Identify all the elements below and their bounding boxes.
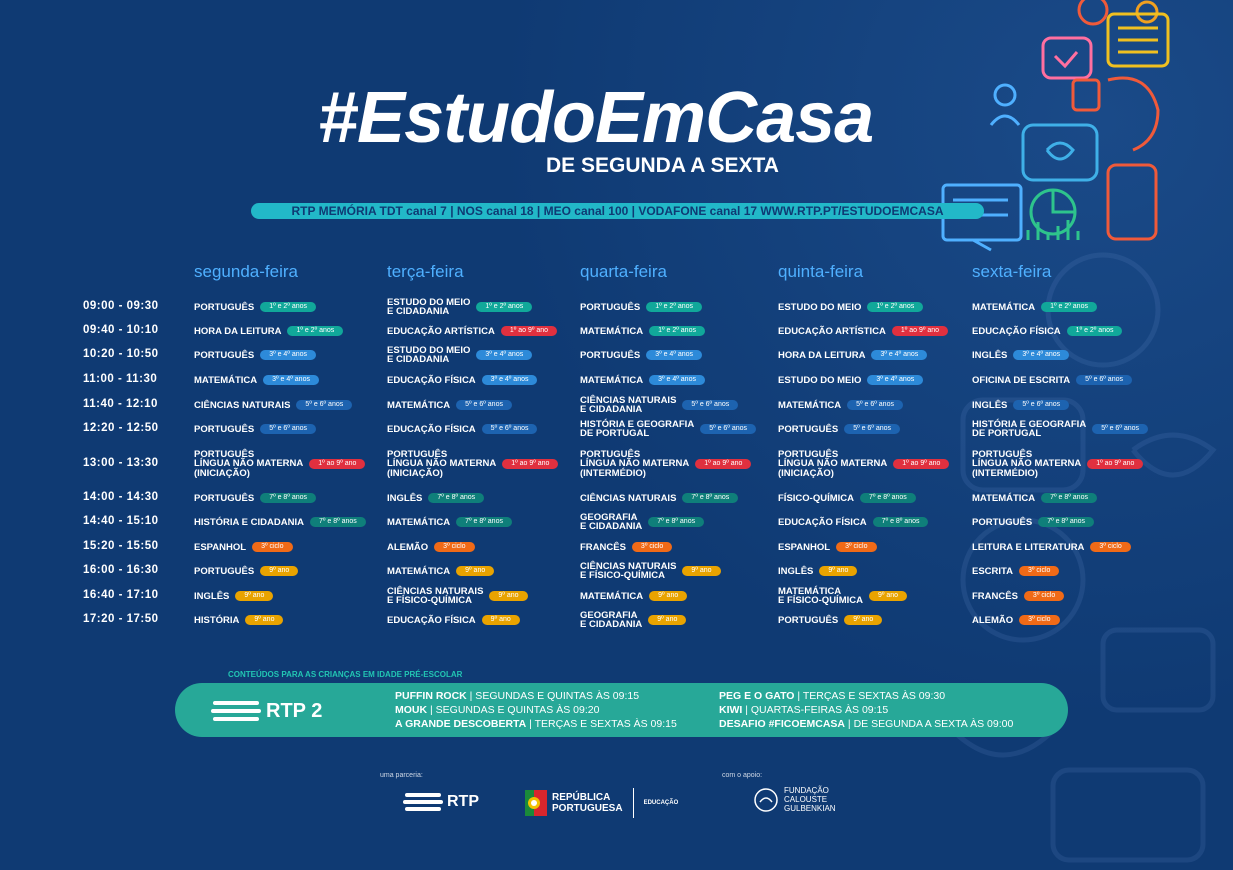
program-schedule: | TERÇAS E SEXTAS ÀS 09:30: [794, 690, 946, 702]
subject-name: EDUCAÇÃO ARTÍSTICA: [387, 325, 495, 337]
fundacao-gulbenkian-logo: [754, 786, 836, 813]
preschool-label: CONTEÚDOS PARA AS CRIANÇAS EM IDADE PRÉ-ESCOLAR: [228, 670, 463, 679]
program-schedule: | SEGUNDAS E QUINTAS ÀS 09:20: [427, 704, 600, 716]
schedule-cell: [194, 400, 352, 410]
grade-badge: 3º e 4º anos: [260, 350, 316, 360]
grade-badge: 7º e 8º anos: [456, 517, 512, 527]
grade-badge: 7º e 8º anos: [682, 493, 738, 503]
subject-name: PORTUGUÊS: [194, 492, 255, 504]
subject-name: FRANCÊS: [580, 541, 626, 553]
grade-badge: 3º e 4º anos: [1013, 350, 1069, 360]
subject-name: CIÊNCIAS NATURAIS E FÍSICO-QUÍMICA: [387, 585, 484, 606]
program-schedule: | TERÇAS E SEXTAS ÀS 09:15: [526, 718, 677, 730]
subject-name: EDUCAÇÃO FÍSICA: [387, 614, 476, 626]
schedule-cell: [194, 450, 365, 479]
schedule-cell: [194, 591, 273, 601]
subject-name: ESTUDO DO MEIO: [778, 374, 862, 386]
schedule-cell: [778, 493, 916, 503]
subject-name: PORTUGUÊS: [194, 423, 255, 435]
channel-info-bar: RTP MEMÓRIA TDT canal 7 | NOS canal 18 | MEO canal 100 | VODAFONE canal 17 WWW.RTP.PT/ESTUDOEMCASA: [251, 203, 984, 219]
grade-badge: 7º e 8º anos: [860, 493, 916, 503]
subject-name: PORTUGUÊS LÍNGUA NÃO MATERNA (INTERMÉDIO): [972, 448, 1082, 479]
subject-name: ESTUDO DO MEIO E CIDADANIA: [387, 344, 471, 365]
subject-name: PORTUGUÊS LÍNGUA NÃO MATERNA (INICIAÇÃO): [194, 448, 304, 479]
schedule-cell: [387, 517, 512, 527]
grade-badge: 3º ciclo: [1019, 615, 1059, 625]
subject-name: MATEMÁTICA: [387, 516, 451, 528]
educacao-label: EDUCAÇÃO: [643, 800, 679, 806]
subject-name: MATEMÁTICA: [580, 325, 644, 337]
schedule-cell: [387, 450, 558, 479]
day-header: segunda-feira: [194, 262, 298, 281]
subject-name: MATEMÁTICA: [972, 492, 1036, 504]
gulbenkian-emblem-icon: [754, 788, 778, 812]
schedule-cell: [778, 517, 928, 527]
schedule-cell: [778, 587, 907, 606]
schedule-cell: [580, 375, 705, 385]
grade-badge: 1º e 2º anos: [287, 326, 343, 336]
subject-name: CIÊNCIAS NATURAIS E CIDADANIA: [580, 394, 677, 415]
subject-name: INGLÊS: [194, 590, 230, 602]
grade-badge: 1º e 2º anos: [260, 302, 316, 312]
grade-badge: 3º ciclo: [632, 542, 672, 552]
schedule-cell: [580, 611, 686, 630]
subject-name: CIÊNCIAS NATURAIS: [194, 399, 291, 411]
rtp-stripes-icon: [403, 792, 443, 812]
grade-badge: 3º ciclo: [1090, 542, 1130, 552]
subject-name: FÍSICO-QUÍMICA: [778, 492, 854, 504]
partnership-label: uma parceria:: [380, 772, 423, 779]
subject-name: ALEMÃO: [387, 541, 429, 553]
grade-badge: 5º e 6º anos: [1076, 375, 1132, 385]
program-name: PEG E O GATO: [719, 690, 795, 702]
subject-name: HISTÓRIA E GEOGRAFIA DE PORTUGAL: [972, 418, 1087, 439]
time-slot: 11:40 - 12:10: [83, 398, 158, 410]
grade-badge: 5º e 6º anos: [1092, 424, 1148, 434]
grade-badge: 7º e 8º anos: [648, 517, 704, 527]
schedule-cell: [580, 302, 702, 312]
schedule-cell: [387, 375, 537, 385]
rtp-stripes-icon: [211, 699, 261, 723]
rtp-logo: [403, 792, 479, 812]
schedule-cell: [778, 615, 882, 625]
schedule-cell: [580, 513, 704, 532]
schedule-cell: [387, 566, 494, 576]
schedule-cell: [580, 591, 687, 601]
day-header: sexta-feira: [972, 262, 1052, 281]
grade-badge: 5º e 6º anos: [296, 400, 352, 410]
subject-name: PORTUGUÊS LÍNGUA NÃO MATERNA (INTERMÉDIO): [580, 448, 690, 479]
schedule-cell: [778, 542, 877, 552]
schedule-cell: [194, 566, 298, 576]
subject-name: ESTUDO DO MEIO E CIDADANIA: [387, 296, 471, 317]
grade-badge: 1º ao 9º ano: [695, 459, 751, 469]
subject-name: PORTUGUÊS LÍNGUA NÃO MATERNA (INICIAÇÃO): [778, 448, 888, 479]
time-slot: 16:40 - 17:10: [83, 589, 159, 601]
subject-name: PORTUGUÊS: [778, 423, 839, 435]
time-slot: 10:20 - 10:50: [83, 348, 159, 360]
subject-name: HORA DA LEITURA: [194, 325, 282, 337]
schedule-cell: [580, 420, 756, 439]
background-doodles: [903, 250, 1233, 870]
subject-name: MATEMÁTICA: [580, 374, 644, 386]
schedule-cell: [580, 542, 672, 552]
grade-badge: 9º ano: [235, 591, 273, 601]
schedule-cell: [972, 450, 1143, 479]
time-slot: 11:00 - 11:30: [83, 373, 158, 385]
schedule-cell: [387, 298, 532, 317]
grade-badge: 1º e 2º anos: [476, 302, 532, 312]
schedule-cell: [387, 400, 512, 410]
subject-name: HORA DA LEITURA: [778, 349, 866, 361]
grade-badge: 7º e 8º anos: [1041, 493, 1097, 503]
time-slot: 17:20 - 17:50: [83, 613, 159, 625]
schedule-cell: [778, 375, 923, 385]
grade-badge: 9º ano: [819, 566, 857, 576]
grade-badge: 3º e 4º anos: [476, 350, 532, 360]
subject-name: LEITURA E LITERATURA: [972, 541, 1085, 553]
schedule-cell: [778, 424, 900, 434]
subject-name: PORTUGUÊS: [778, 614, 839, 626]
grade-badge: 9º ano: [260, 566, 298, 576]
schedule-cell: [972, 542, 1131, 552]
grade-badge: 1º e 2º anos: [1041, 302, 1097, 312]
grade-badge: 7º e 8º anos: [260, 493, 316, 503]
time-slot: 13:00 - 13:30: [83, 457, 159, 469]
schedule-cell: [194, 493, 316, 503]
schedule-cell: [387, 615, 520, 625]
subject-name: INGLÊS: [972, 399, 1008, 411]
program-name: PUFFIN ROCK: [395, 690, 467, 702]
schedule-cell: [194, 326, 343, 336]
subject-name: EDUCAÇÃO FÍSICA: [972, 325, 1061, 337]
subject-name: MATEMÁTICA: [778, 399, 842, 411]
grade-badge: 5º e 6º anos: [844, 424, 900, 434]
rtp2-logo: [211, 699, 322, 723]
grade-badge: 1º ao 9º ano: [1087, 459, 1143, 469]
subject-name: PORTUGUÊS LÍNGUA NÃO MATERNA (INICIAÇÃO): [387, 448, 497, 479]
grade-badge: 3º ciclo: [1019, 566, 1059, 576]
subject-name: ESCRITA: [972, 565, 1013, 577]
subject-name: EDUCAÇÃO FÍSICA: [387, 374, 476, 386]
schedule-cell: [778, 566, 857, 576]
time-slot: 14:40 - 15:10: [83, 515, 159, 527]
grade-badge: 3º ciclo: [434, 542, 474, 552]
subject-name: PORTUGUÊS: [580, 301, 641, 313]
program-item: [719, 717, 1013, 731]
grade-badge: 7º e 8º anos: [310, 517, 366, 527]
campaign-subtitle: DE SEGUNDA A SEXTA: [546, 154, 779, 177]
logo-divider: [633, 788, 634, 818]
time-slot: 16:00 - 16:30: [83, 564, 159, 576]
subject-name: INGLÊS: [972, 349, 1008, 361]
subject-name: OFICINA DE ESCRITA: [972, 374, 1071, 386]
schedule-cell: [972, 591, 1064, 601]
support-label: com o apoio:: [722, 772, 763, 779]
schedule-cell: [972, 302, 1097, 312]
subject-name: EDUCAÇÃO FÍSICA: [387, 423, 476, 435]
program-item: [719, 689, 945, 703]
schedule-cell: [194, 615, 283, 625]
schedule-cell: [778, 326, 948, 336]
day-header: terça-feira: [387, 262, 464, 281]
schedule-cell: [387, 424, 537, 434]
schedule-cell: [580, 450, 751, 479]
schedule-cell: [580, 350, 702, 360]
subject-name: MATEMÁTICA: [387, 565, 451, 577]
grade-badge: 1º ao 9º ano: [502, 459, 558, 469]
campaign-title: #EstudoEmCasa: [318, 78, 874, 158]
subject-name: PORTUGUÊS: [194, 349, 255, 361]
schedule-cell: [972, 566, 1059, 576]
schedule-cell: [972, 375, 1132, 385]
grade-badge: 5º e 6º anos: [456, 400, 512, 410]
subject-name: HISTÓRIA E CIDADANIA: [194, 516, 304, 528]
grade-badge: 5º e 6º anos: [682, 400, 738, 410]
program-name: MOUK: [395, 704, 428, 716]
republica-line2: PORTUGUESA: [552, 803, 623, 814]
program-item: [395, 717, 677, 731]
schedule-cell: [972, 517, 1094, 527]
schedule-cell: [580, 493, 738, 503]
schedule-cell: [387, 587, 528, 606]
grade-badge: 9º ano: [649, 591, 687, 601]
schedule-cell: [194, 542, 293, 552]
schedule-cell: [194, 375, 319, 385]
grade-badge: 5º e 6º anos: [847, 400, 903, 410]
portugal-coat-of-arms-icon: [525, 790, 547, 816]
subject-name: MATEMÁTICA: [972, 301, 1036, 313]
republica-line1: REPÚBLICA: [552, 792, 611, 803]
subject-name: MATEMÁTICA: [194, 374, 258, 386]
subject-name: ESPANHOL: [194, 541, 247, 553]
fundacao-line1: FUNDAÇÃO: [784, 786, 829, 795]
grade-badge: 1º e 2º anos: [1067, 326, 1123, 336]
schedule-cell: [778, 450, 949, 479]
subject-name: PORTUGUÊS: [972, 516, 1033, 528]
rtp2-program-bar: [175, 683, 1068, 737]
grade-badge: 9º ano: [456, 566, 494, 576]
rtp2-logo-text: RTP 2: [266, 699, 323, 722]
grade-badge: 9º ano: [648, 615, 686, 625]
grade-badge: 1º ao 9º ano: [892, 326, 948, 336]
subject-name: HISTÓRIA E GEOGRAFIA DE PORTUGAL: [580, 418, 695, 439]
grade-badge: 3º e 4º anos: [867, 375, 923, 385]
subject-name: ESTUDO DO MEIO: [778, 301, 862, 313]
program-schedule: | QUARTAS-FEIRAS ÀS 09:15: [742, 704, 889, 716]
grade-badge: 5º e 6º anos: [700, 424, 756, 434]
schedule-cell: [972, 420, 1148, 439]
day-header: quinta-feira: [778, 262, 864, 281]
fundacao-line3: GULBENKIAN: [784, 804, 836, 813]
subject-name: HISTÓRIA: [194, 614, 240, 626]
program-schedule: | SEGUNDAS E QUINTAS ÀS 09:15: [466, 690, 640, 702]
grade-badge: 9º ano: [844, 615, 882, 625]
grade-badge: 7º e 8º anos: [428, 493, 484, 503]
subject-name: FRANCÊS: [972, 590, 1018, 602]
schedule-cell: [972, 400, 1069, 410]
grade-badge: 1º ao 9º ano: [501, 326, 557, 336]
schedule-cell: [972, 350, 1069, 360]
grade-badge: 9º ano: [482, 615, 520, 625]
subject-name: EDUCAÇÃO ARTÍSTICA: [778, 325, 886, 337]
schedule-cell: [580, 396, 738, 415]
grade-badge: 3º e 4º anos: [649, 375, 705, 385]
schedule-cell: [778, 350, 927, 360]
schedule-cell: [580, 326, 705, 336]
subject-name: INGLÊS: [778, 565, 814, 577]
grade-badge: 9º ano: [869, 591, 907, 601]
grade-badge: 3º ciclo: [1024, 591, 1064, 601]
program-item: [395, 703, 599, 717]
subject-name: ALEMÃO: [972, 614, 1014, 626]
schedule-cell: [778, 400, 903, 410]
grade-badge: 9º ano: [489, 591, 527, 601]
time-slot: 09:40 - 10:10: [83, 324, 159, 336]
education-icons-decoration: [933, 0, 1233, 260]
grade-badge: 3º e 4º anos: [646, 350, 702, 360]
subject-name: EDUCAÇÃO FÍSICA: [778, 516, 867, 528]
program-name: DESAFIO #FICOEMCASA: [719, 718, 846, 730]
schedule-cell: [194, 302, 316, 312]
schedule-cell: [387, 493, 484, 503]
grade-badge: 3º e 4º anos: [871, 350, 927, 360]
grade-badge: 1º ao 9º ano: [309, 459, 365, 469]
grade-badge: 9º ano: [245, 615, 283, 625]
schedule-cell: [972, 615, 1060, 625]
subject-name: MATEMÁTICA E FÍSICO-QUÍMICA: [778, 585, 863, 606]
grade-badge: 1º e 2º anos: [646, 302, 702, 312]
schedule-cell: [194, 517, 366, 527]
schedule-cell: [580, 562, 721, 581]
grade-badge: 3º e 4º anos: [263, 375, 319, 385]
grade-badge: 5º e 6º anos: [482, 424, 538, 434]
grade-badge: 3º ciclo: [252, 542, 292, 552]
time-slot: 09:00 - 09:30: [83, 300, 159, 312]
grade-badge: 9º ano: [682, 566, 720, 576]
subject-name: PORTUGUÊS: [580, 349, 641, 361]
schedule-cell: [387, 542, 475, 552]
rtp-logo-text: RTP: [447, 793, 479, 810]
subject-name: INGLÊS: [387, 492, 423, 504]
grade-badge: 1º e 2º anos: [649, 326, 705, 336]
schedule-cell: [194, 424, 316, 434]
time-slot: 14:00 - 14:30: [83, 491, 159, 503]
time-slot: 15:20 - 15:50: [83, 540, 159, 552]
program-name: A GRANDE DESCOBERTA: [395, 718, 527, 730]
program-item: [395, 689, 639, 703]
subject-name: MATEMÁTICA: [387, 399, 451, 411]
schedule-cell: [387, 326, 557, 336]
subject-name: PORTUGUÊS: [194, 565, 255, 577]
subject-name: CIÊNCIAS NATURAIS: [580, 492, 677, 504]
subject-name: ESPANHOL: [778, 541, 831, 553]
grade-badge: 3º ciclo: [836, 542, 876, 552]
time-slot: 12:20 - 12:50: [83, 422, 159, 434]
fundacao-line2: CALOUSTE: [784, 795, 828, 804]
grade-badge: 3º e 4º anos: [482, 375, 538, 385]
grade-badge: 5º e 6º anos: [260, 424, 316, 434]
schedule-cell: [972, 326, 1122, 336]
schedule-cell: [972, 493, 1097, 503]
schedule-cell: [194, 350, 316, 360]
grade-badge: 7º e 8º anos: [1038, 517, 1094, 527]
grade-badge: 1º ao 9º ano: [893, 459, 949, 469]
subject-name: PORTUGUÊS: [194, 301, 255, 313]
grade-badge: 7º e 8º anos: [873, 517, 929, 527]
republica-portuguesa-logo: [525, 788, 678, 818]
schedule-cell: [387, 346, 532, 365]
grade-badge: 1º e 2º anos: [867, 302, 923, 312]
subject-name: MATEMÁTICA: [580, 590, 644, 602]
program-item: [719, 703, 888, 717]
grade-badge: 5º e 6º anos: [1013, 400, 1069, 410]
subject-name: GEOGRAFIA E CIDADANIA: [580, 511, 643, 532]
day-header: quarta-feira: [580, 262, 667, 281]
schedule-cell: [778, 302, 923, 312]
subject-name: CIÊNCIAS NATURAIS E FÍSICO-QUÍMICA: [580, 560, 677, 581]
program-schedule: | DE SEGUNDA A SEXTA ÀS 09:00: [845, 718, 1014, 730]
subject-name: GEOGRAFIA E CIDADANIA: [580, 609, 643, 630]
program-name: KIWI: [719, 704, 743, 716]
